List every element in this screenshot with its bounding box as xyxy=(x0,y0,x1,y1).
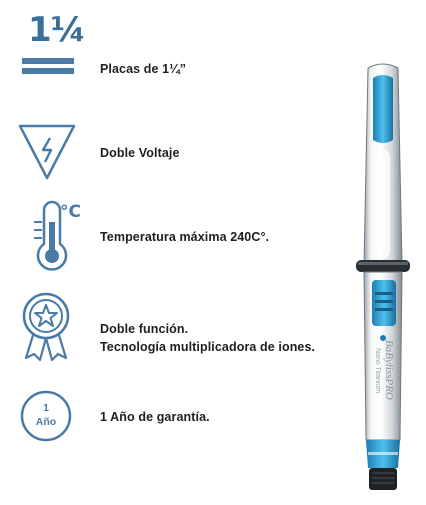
product-model-logo: Nano Titanium xyxy=(374,348,381,394)
voltage-triangle-icon xyxy=(12,110,80,186)
feature-label-ionic: Tecnología multiplicadora de iones. xyxy=(100,340,316,354)
flat-iron-image xyxy=(340,60,426,500)
feature-warranty xyxy=(0,380,340,460)
feature-label-voltage: Doble Voltaje xyxy=(100,146,180,160)
feature-dual-voltage xyxy=(0,110,340,190)
plate-width-icon xyxy=(12,10,85,86)
warranty-unit: Año xyxy=(35,416,57,428)
feature-dual-function xyxy=(0,288,340,368)
warranty-badge-icon xyxy=(12,380,80,456)
celsius-symbol: °C xyxy=(60,202,81,222)
feature-label-temperature: Temperatura máxima 240C°. xyxy=(100,230,270,244)
thermometer-icon xyxy=(12,200,80,276)
feature-temperature xyxy=(0,200,340,280)
product-brand-logo: BaBylissPRO xyxy=(383,340,395,400)
feature-plate-width xyxy=(0,10,340,90)
warranty-years: 1 xyxy=(43,402,49,414)
feature-label-warranty: 1 Año de garantía. xyxy=(100,410,210,424)
plate-size-fraction: 1¼ xyxy=(28,10,85,50)
plate-bars-icon xyxy=(12,10,80,86)
feature-label-plates: Placas de 1¼” xyxy=(100,62,187,76)
feature-label-function: Doble función. xyxy=(100,322,189,336)
award-ribbon-icon xyxy=(12,288,80,364)
